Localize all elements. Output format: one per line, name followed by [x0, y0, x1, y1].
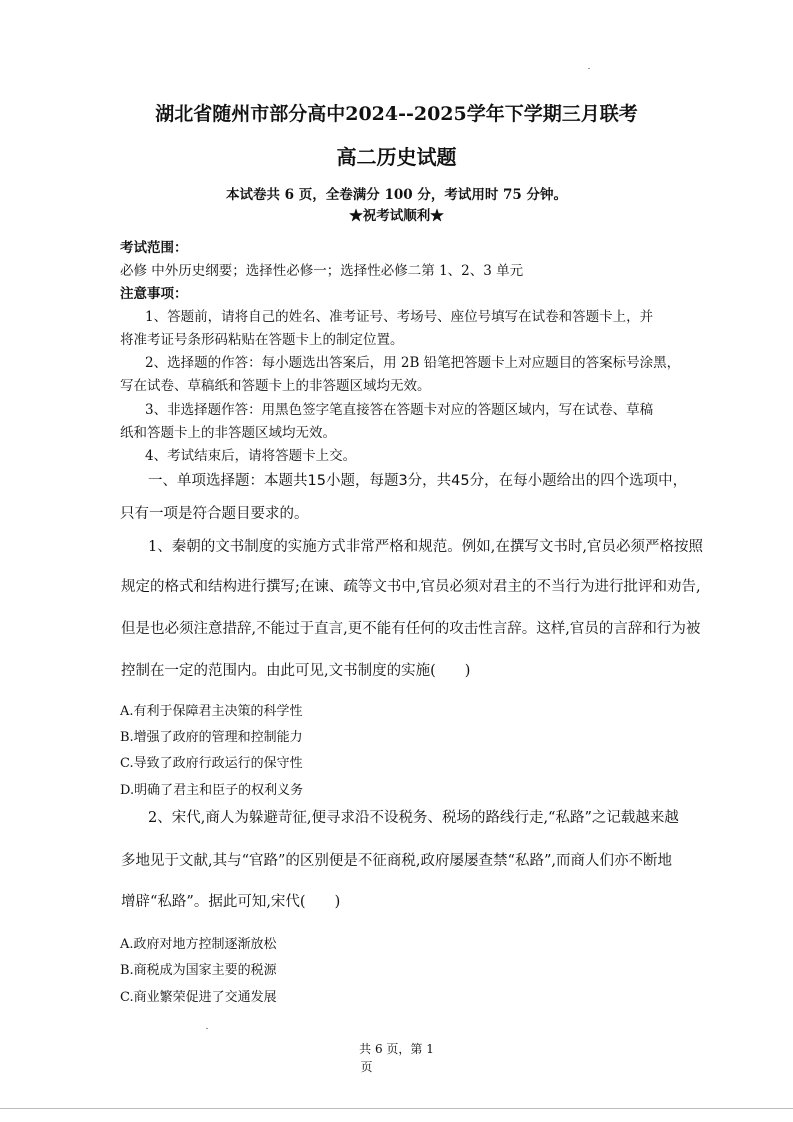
good-luck-text: ★祝考试顺利★ [349, 208, 444, 224]
question-2-line-3: 增辟“私路”。据此可知,宋代( ) [121, 894, 341, 910]
notes-label: 注意事项： [120, 286, 188, 302]
page-subtitle: 高二历史试题 [336, 145, 457, 169]
scope-label: 考试范围： [120, 240, 188, 256]
note-1-line-2: 将准考证号条形码粘贴在答题卡上的制定位置。 [120, 332, 404, 348]
question-1-option-d: D.明确了君主和臣子的权利义务 [120, 783, 304, 798]
question-2-line-2: 多地见于文献,其与“官路”的区别便是不征商税,政府屡屡查禁“私路”,而商人们亦不断地 [121, 853, 672, 869]
question-2-line-1: 2、宋代,商人为躲避苛征,便寻求沿不设税务、税场的路线行走,“私路”之记载越来越 [148, 810, 679, 826]
note-3-line-2: 纸和答题卡上的非答题区域均无效。 [120, 425, 336, 441]
scope-text: 必修 中外历史纲要；选择性必修一；选择性必修二第 1、2、3 单元 [120, 263, 524, 279]
page-title: 湖北省随州市部分高中2024--2025学年下学期三月联考 [155, 103, 638, 125]
question-1-line-4: 控制在一定的范围内。由此可见,文书制度的实施( ) [121, 663, 471, 679]
note-4: 4、考试结束后，请将答题卡上交。 [145, 448, 357, 464]
question-2-option-b: B.商税成为国家主要的税源 [120, 963, 277, 978]
question-2-option-c: C.商业繁荣促进了交通发展 [120, 990, 277, 1005]
note-2-line-1: 2、选择题的作答：每小题选出答案后，用 2B 铅笔把答题卡上对应题目的答案标号涂黑， [145, 355, 681, 371]
question-1-line-1: 1、秦朝的文书制度的实施方式非常严格和规范。例如,在撰写文书时,官员必须严格按照 [148, 539, 703, 555]
question-1-line-3: 但是也必须注意措辞,不能过于直言,更不能有任何的攻击性言辞。这样,官员的言辞和行为被 [121, 621, 701, 637]
scan-dot [588, 68, 590, 69]
page-footer-line-1: 共 6 页，第 1 [359, 1042, 434, 1056]
section-1-heading-line-2: 只有一项是符合题目要求的。 [120, 506, 309, 522]
bottom-divider [0, 1108, 793, 1109]
question-1-option-c: C.导致了政府行政运行的保守性 [120, 756, 303, 771]
exam-info: 本试卷共 6 页，全卷满分 100 分，考试用时 75 分钟。 [225, 187, 568, 203]
note-3-line-1: 3、非选择题作答：用黑色签字笔直接答在答题卡对应的答题区域内，写在试卷、草稿 [145, 402, 654, 418]
note-1-line-1: 1、答题前，请将自己的姓名、准考证号、考场号、座位号填写在试卷和答题卡上，并 [145, 309, 654, 325]
question-1-option-b: B.增强了政府的管理和控制能力 [120, 730, 303, 745]
scan-dot [206, 1028, 208, 1029]
page-footer-line-2: 页 [360, 1060, 373, 1074]
note-2-line-2: 写在试卷、草稿纸和答题卡上的非答题区域均无效。 [120, 378, 431, 394]
question-2-option-a: A.政府对地方控制逐渐放松 [120, 937, 277, 952]
question-1-line-2: 规定的格式和结构进行撰写;在谏、疏等文书中,官员必须对君主的不当行为进行批评和劝告, [121, 579, 701, 595]
question-1-option-a: A.有利于保障君主决策的科学性 [120, 704, 303, 719]
section-1-heading-line-1: 一、单项选择题：本题共15小题，每题3分，共45分，在每小题给出的四个选项中， [148, 473, 688, 489]
